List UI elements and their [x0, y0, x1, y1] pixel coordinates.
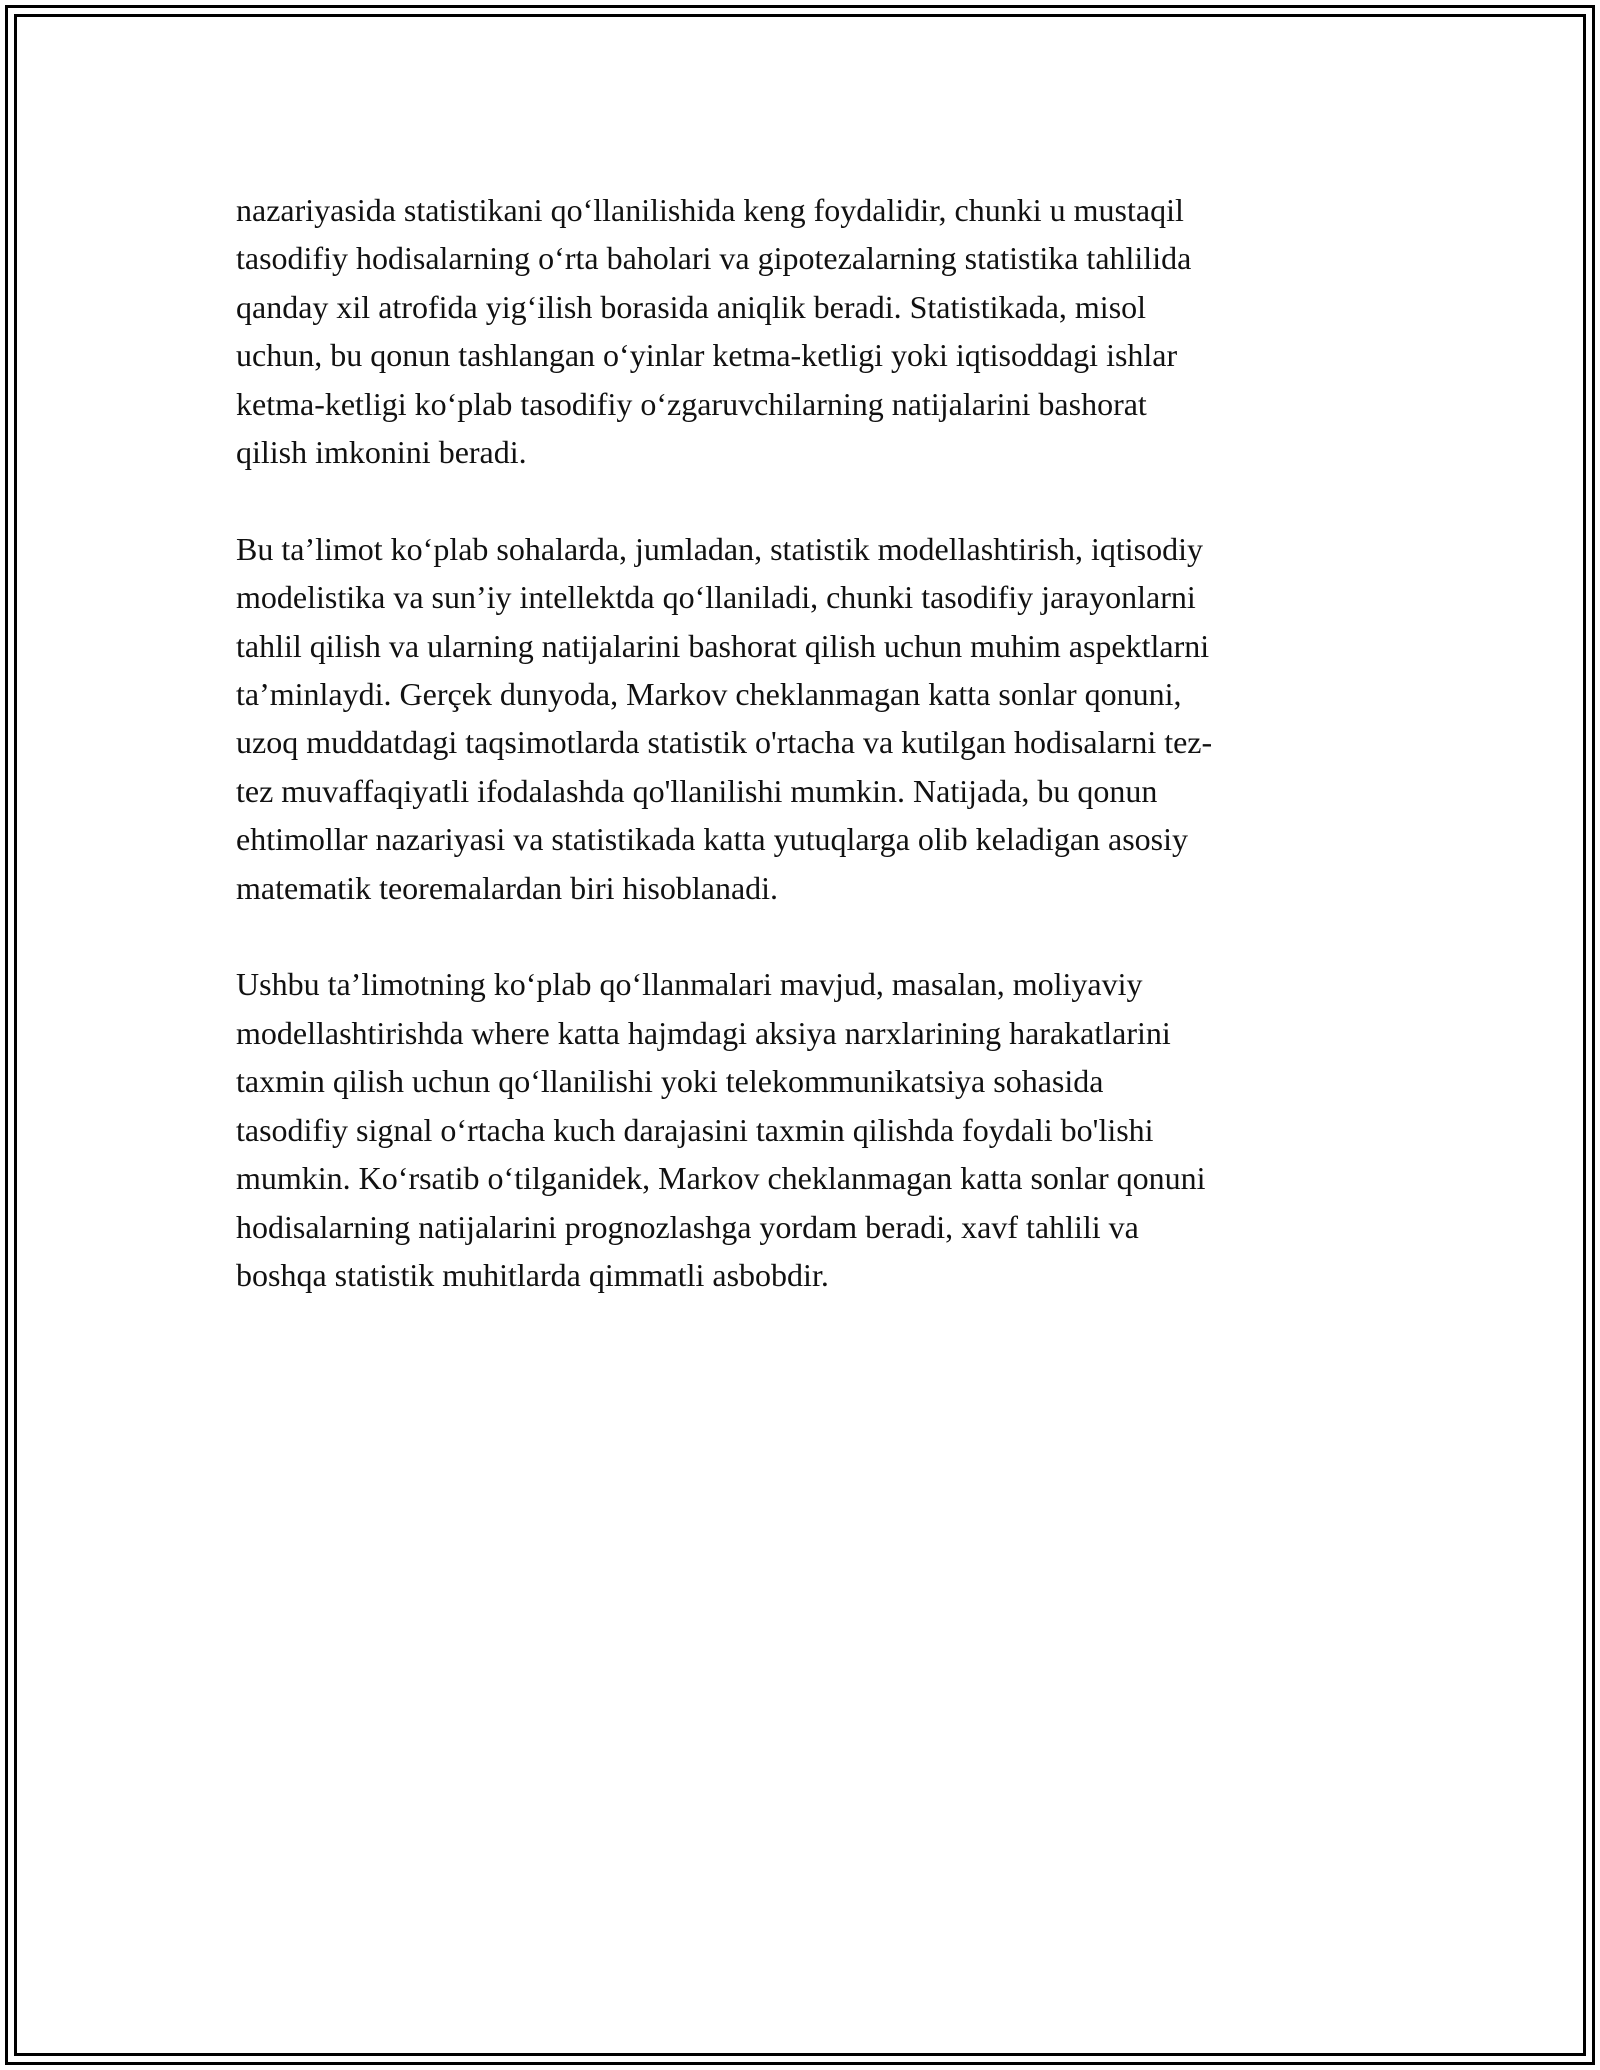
- paragraph-line: matematik teoremalardan biri hisoblanadi.: [236, 869, 779, 906]
- paragraph-line: boshqa statistik muhitlarda qimmatli asbobdir.: [236, 1256, 829, 1293]
- paragraph-line: tahlil qilish va ularning natijalarini bashorat qilish uchun muhim aspektlarni: [236, 627, 1210, 664]
- paragraph-line: taxmin qilish uchun qo‘llanilishi yoki telekommunikatsiya sohasida: [236, 1063, 1104, 1100]
- paragraph-line: Ushbu ta’limotning ko‘plab qo‘llanmalari mavjud, masalan, moliyaviy: [236, 966, 1143, 1003]
- paragraph-line: nazariyasida statistikani qo‘llanilishida keng foydalidir, chunki u mustaqil: [236, 192, 1184, 228]
- paragraph-1: [236, 186, 1356, 476]
- paragraph-line: uzoq muddatdagi taqsimotlarda statistik o'rtacha va kutilgan hodisalarni tez-: [236, 724, 1213, 761]
- paragraph-line: qilish imkonini beradi.: [236, 434, 527, 471]
- paragraph-line: tez muvaffaqiyatli ifodalashda qo'llanilishi mumkin. Natijada, bu qonun: [236, 772, 1158, 809]
- paragraph-line: uchun, bu qonun tashlangan o‘yinlar ketma-ketligi yoki iqtisoddagi ishlar: [236, 337, 1178, 374]
- paragraph-line: modelistika va sun’iy intellektda qo‘llaniladi, chunki tasodifiy jarayonlarni: [236, 579, 1196, 616]
- paragraph-line: hodisalarning natijalarini prognozlashga yordam beradi, xavf tahlili va: [236, 1208, 1139, 1245]
- paragraph-3: [236, 960, 1356, 1299]
- document-body: [236, 186, 1356, 1348]
- paragraph-line: Bu ta’limot ko‘plab sohalarda, jumladan, statistik modellashtirish, iqtisodiy: [236, 530, 1203, 567]
- paragraph-2: [236, 525, 1356, 912]
- paragraph-line: ehtimollar nazariyasi va statistikada katta yutuqlarga olib keladigan asosiy: [236, 821, 1189, 858]
- paragraph-line: tasodifiy signal o‘rtacha kuch darajasini taxmin qilishda foydali bo'lishi: [236, 1111, 1154, 1148]
- paragraph-line: modellashtirishda where katta hajmdagi aksiya narxlarining harakatlarini: [236, 1014, 1171, 1051]
- paragraph-line: tasodifiy hodisalarning o‘rta baholari va gipotezalarning statistika tahlilida: [236, 240, 1192, 277]
- paragraph-line: qanday xil atrofida yig‘ilish borasida aniqlik beradi. Statistikada, misol: [236, 288, 1147, 325]
- paragraph-line: ta’minlaydi. Gerçek dunyoda, Markov cheklanmagan katta sonlar qonuni,: [236, 676, 1182, 713]
- paragraph-line: ketma-ketligi ko‘plab tasodifiy o‘zgaruvchilarning natijalarini bashorat: [236, 385, 1147, 422]
- paragraph-line: mumkin. Ko‘rsatib o‘tilganidek, Markov cheklanmagan katta sonlar qonuni: [236, 1160, 1206, 1197]
